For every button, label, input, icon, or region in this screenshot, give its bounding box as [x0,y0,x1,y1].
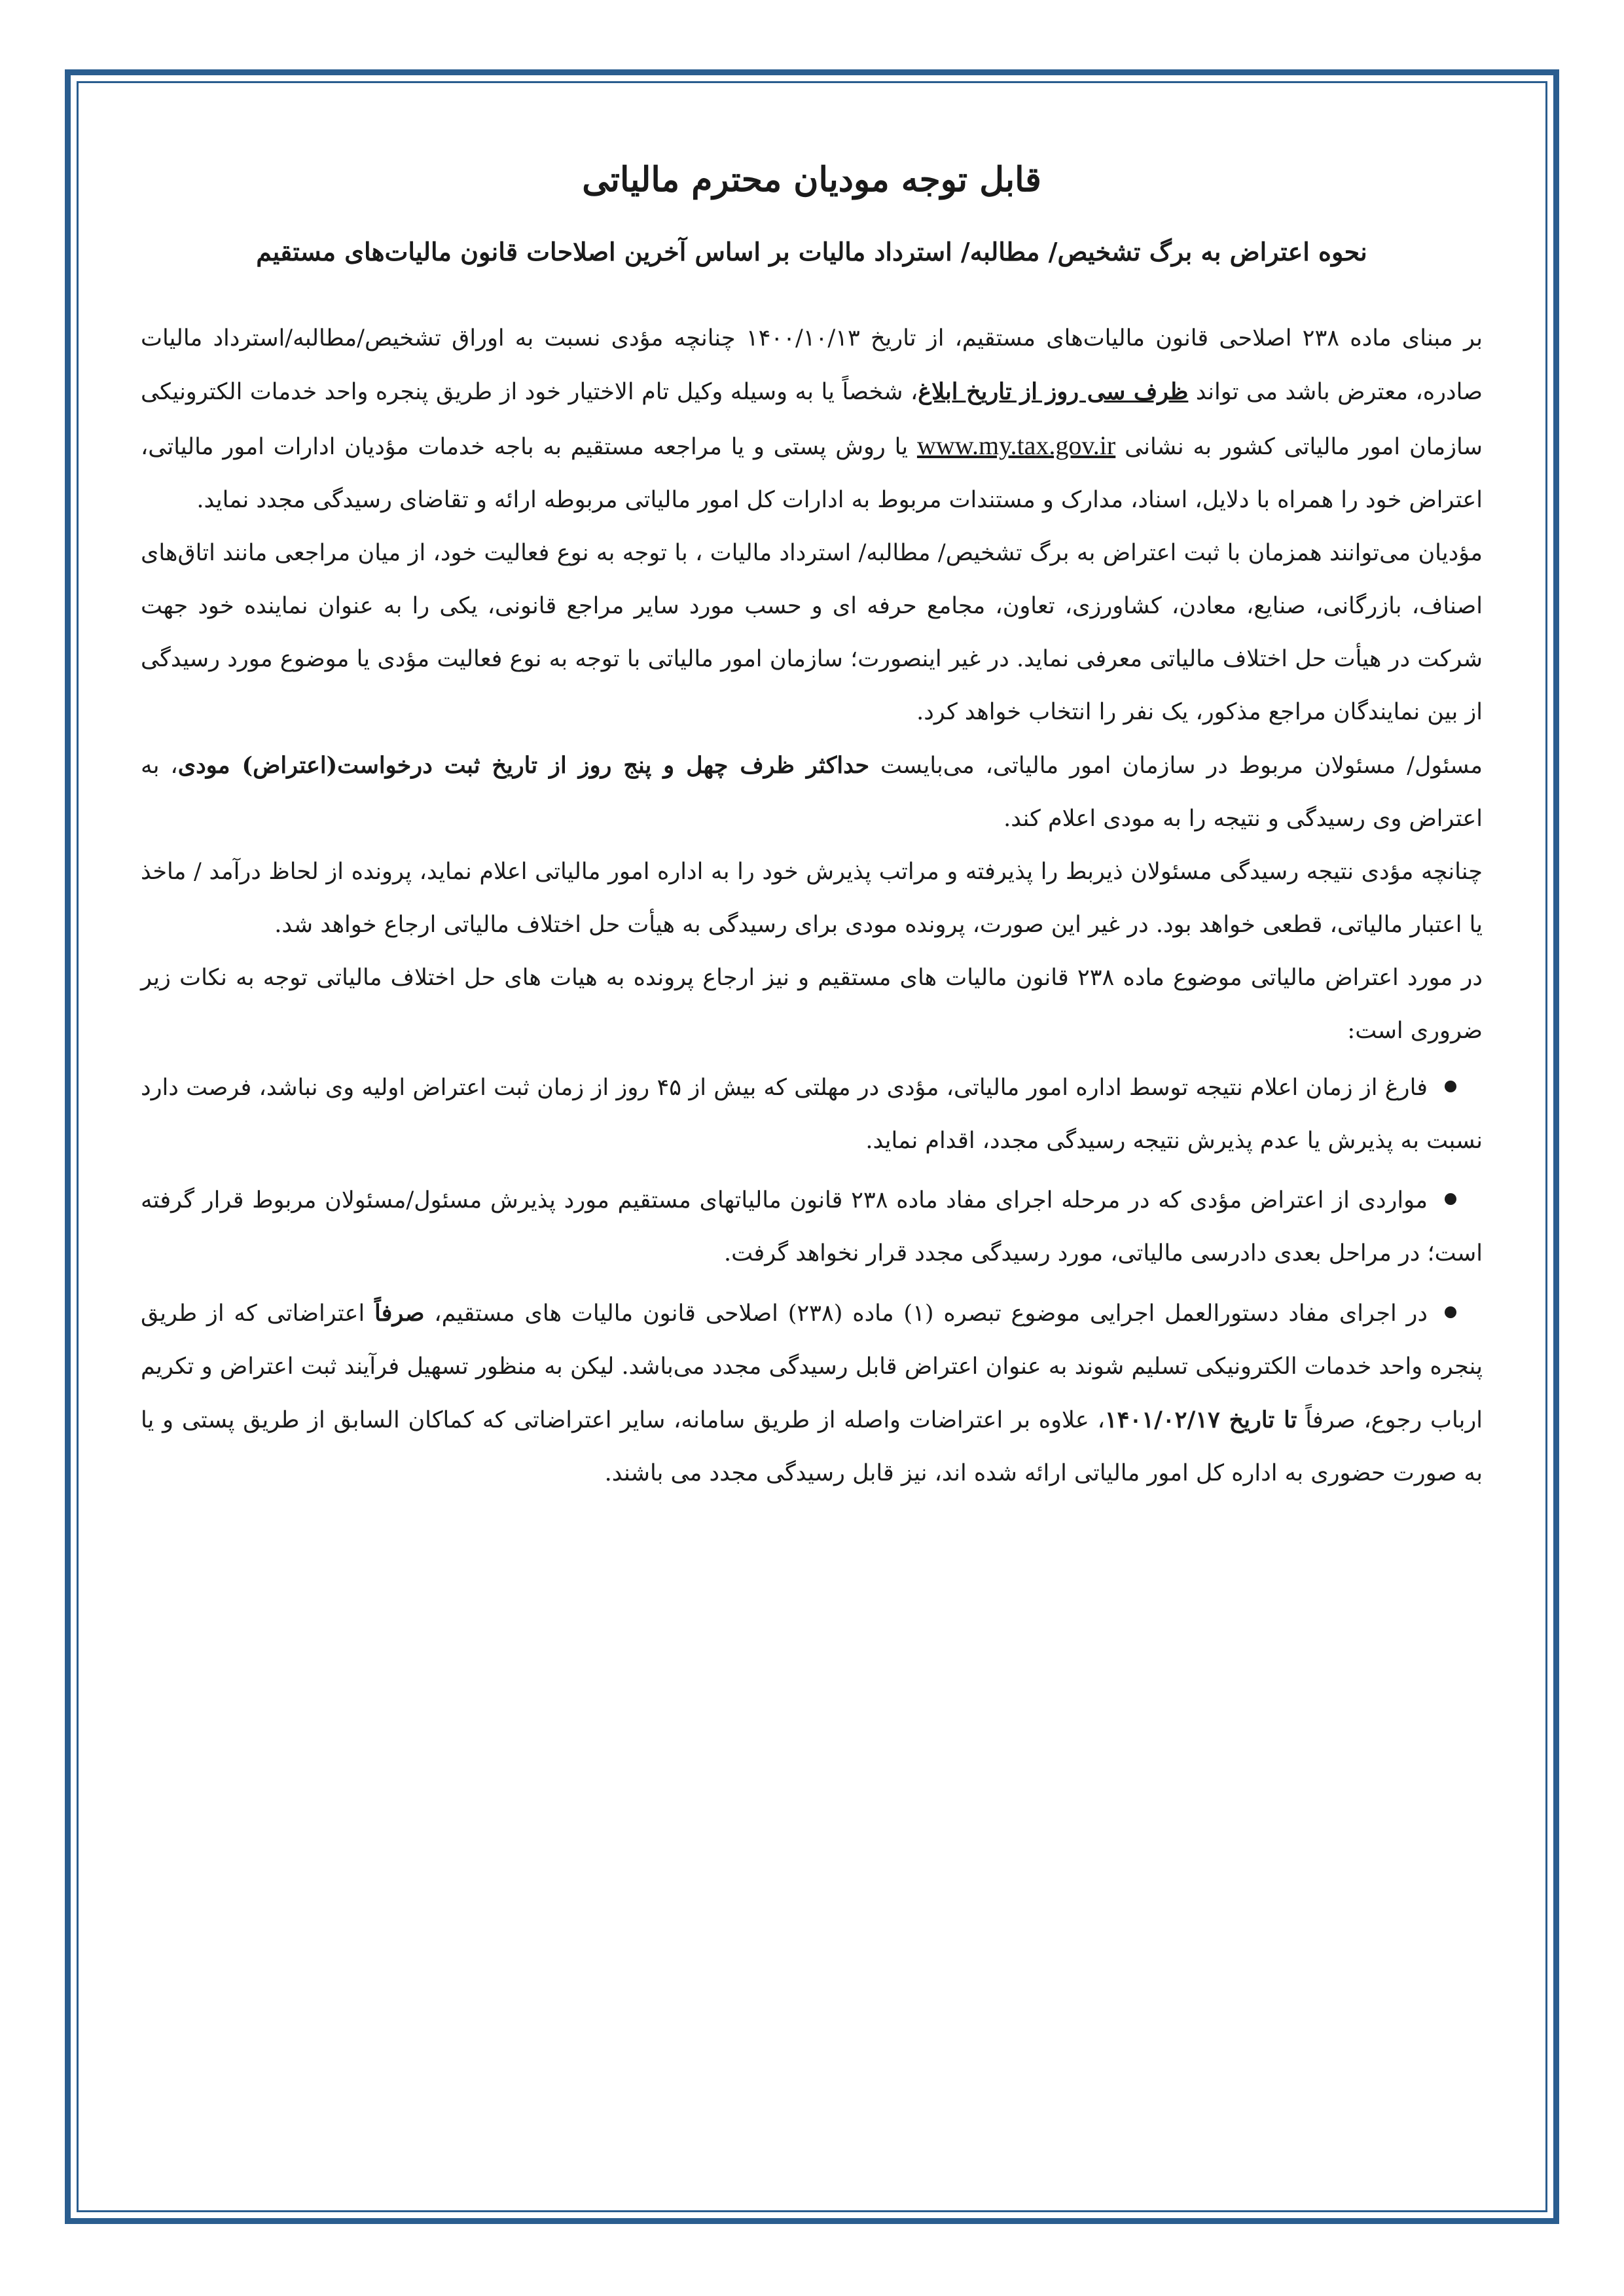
p3-text-c: ، به اعتراض وی رسیدگی و نتیجه را به مودی اعلام کند. [141,753,1483,832]
paragraph-notes-intro: در مورد اعتراض مالیاتی موضوع ماده ۲۳۸ قانون مالیات های مستقیم و نیز ارجاع پرونده به هیات های حل اختلاف مالیاتی توجه به نکات زیر ضروری است: [141,965,1483,1044]
paragraph-objection-deadline [141,312,1483,527]
p1-text-d: یا روش پستی و یا مراجعه مستقیم به باجه خدمات مؤدیان ادارات امور مالیاتی، اعتراض خود را همراه با دلایل، اسناد، مدارک و مستندات مربوط به ادارات کل امور مالیاتی مربوطه ارائه و تقاضای رسیدگی مجدد نماید. [141,434,1483,513]
bullet-text-1: فارغ از زمان اعلام نتیجه توسط اداره امور مالیاتی، مؤدی در مهلتی که بیش از ۴۵ روز از زمان ثبت اعتراض اولیه وی نباشد، فرصت دارد نسبت به پذیرش یا عدم پذیرش نتیجه رسیدگی مجدد، اقدام نماید. [141,1075,1483,1154]
bullet-icon [1445,1193,1456,1205]
p3-deadline-emphasis: حداکثر ظرف چهل و پنج روز از تاریخ ثبت درخواست(اعتراض) مودی [177,752,870,779]
p1-text-c: ، شخصاً یا به وسیله وکیل تام الاختیار خود از طریق پنجره واحد خدمات الکترونیکی سازمان امور مالیاتی کشور به نشانی [141,379,1483,460]
document-subtitle: نحوه اعتراض به برگ تشخیص/ مطالبه/ استرداد مالیات بر اساس آخرین اصلاحات قانون مالیات‌های مستقیم [256,237,1367,266]
bullet-text-2: مواردی از اعتراض مؤدی که در مرحله اجرای مفاد ماده ۲۳۸ قانون مالیاتهای مستقیم مورد پذیرش مسئول/مسئولان مربوط قرار گرفته است؛ در مراحل بعدی دادرسی مالیاتی، مورد رسیدگی مجدد قرار نخواهد گرفت. [141,1187,1483,1266]
p3-text-a: مسئول/ مسئولان مربوط در سازمان امور مالیاتی، می‌بایست [869,753,1483,779]
notes-list [141,1062,1483,1500]
document-body [141,154,1483,1507]
bullet-3-text-a: در اجرای مفاد دستورالعمل اجرایی موضوع تبصره (۱) ماده (۲۳۸) اصلاحی قانون مالیات های مستقیم، [424,1300,1428,1327]
paragraph-review-deadline [141,739,1483,846]
list-item [141,1287,1483,1500]
tax-portal-link[interactable]: www.my.tax.gov.ir [916,431,1116,460]
paragraph-representative: مؤدیان می‌توانند همزمان با ثبت اعتراض به برگ تشخیص/ مطالبه/ استرداد مالیات ، با توجه به نوع فعالیت خود، از میان مراجعی مانند اتاق‌های اصناف، بازرگانی، صنایع، معادن، کشاورزی، تعاون، مجامع حرفه ای و حسب مورد سایر مراجع قانونی، یکی را به عنوان نماینده خود جهت شرکت در هیأت حل اختلاف مالیاتی معرفی نماید. در غیر اینصورت؛ سازمان امور مالیاتی با توجه به نوع فعالیت مؤدی یا موضوع مورد رسیدگی از بین نمایندگان مراجع مذکور، یک نفر را انتخاب خواهد کرد. [141,540,1483,725]
paragraph-result-acceptance: چنانچه مؤدی نتیجه رسیدگی مسئولان ذیربط را پذیرفته و مراتب پذیرش خود را به اداره امور مالیاتی اعلام نماید، پرونده از لحاظ درآمد / ماخذ یا اعتبار مالیاتی، قطعی خواهد بود. در غیر این صورت، پرونده مودی برای رسیدگی به هیأت حل اختلاف مالیاتی ارجاع خواهد شد. [141,859,1483,938]
list-item [141,1062,1483,1168]
document-title: قابل توجه مودیان محترم مالیاتی [582,160,1041,200]
p1-deadline-emphasis: ظرف سی روز از تاریخ ابلاغ [918,378,1189,405]
bullet-icon [1445,1306,1456,1318]
p1-text-a: بر مبنای ماده ۲۳۸ اصلاحی قانون مالیات‌های مستقیم، از تاریخ ۱۴۰۰/۱۰/۱۳ چنانچه مؤدی نسبت به اوراق تشخیص/مطالبه/استرداد مالیات صادره، معترض باشد می تواند [141,325,1483,405]
bullet-icon [1445,1081,1456,1092]
bullet-3-date-emphasis: تا تاریخ ۱۴۰۱/۰۲/۱۷ [1104,1407,1297,1433]
list-item [141,1174,1483,1280]
bullet-3-only-emphasis: صرفاً [374,1300,425,1327]
bullet-3-text-e: ، علاوه بر اعتراضات واصله از طریق سامانه، سایر اعتراضاتی که کماکان السابق از طریق پستی و یا به صورت حضوری به اداره کل امور مالیاتی ارائه شده اند، نیز قابل رسیدگی مجدد می باشند. [141,1407,1483,1486]
bullet-3-text-c: اعتراضاتی که از طریق پنجره واحد خدمات الکترونیکی تسلیم شوند به عنوان اعتراض قابل رسیدگی مجدد می‌باشد. لیکن به منظور تسهیل فرآیند ثبت اعتراض و تکریم ارباب رجوع، صرفاً [141,1300,1483,1433]
